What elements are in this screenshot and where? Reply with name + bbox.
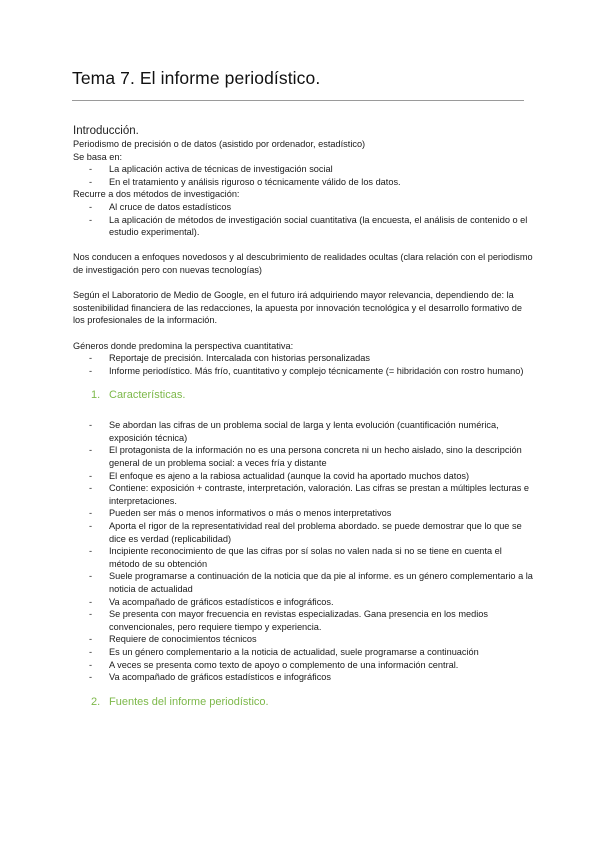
list-item: - Reportaje de precisión. Intercalada con historias personalizadas xyxy=(73,352,533,365)
list-item: - Incipiente reconocimiento de que las cifras por sí solas no valen nada si no se tiene en cuenta el método de su obtención xyxy=(73,545,533,570)
section-heading-characteristics xyxy=(73,388,533,402)
characteristics-list xyxy=(73,419,533,683)
genres-label: Géneros donde predomina la perspectiva cuantitativa: xyxy=(73,340,294,351)
paragraph-new-approaches: Nos conducen a enfoques novedosos y al descubrimiento de realidades ocultas (clara relación con el periodismo de investigación pero con nuevas tecnologías) xyxy=(73,252,533,275)
intro-definition: Periodismo de precisión o de datos (asistido por ordenador, estadístico) xyxy=(73,139,366,149)
list-item: - El protagonista de la información no es una persona concreta ni un hecho aislado, sino la descripción general de un problema social: a veces fría y distante xyxy=(73,444,533,469)
list-item: - La aplicación de métodos de investigación social cuantitativa (la encuesta, el análisis de contenido o el estudio experimental). xyxy=(73,214,533,239)
list-item: - Suele programarse a continuación de la noticia que da pie al informe. es un género complementario a la noticia de actualidad xyxy=(73,570,533,595)
list-item: - Informe periodístico. Más frío, cuantitativo y complejo técnicamente (= hibridación con rostro humano) xyxy=(73,365,533,378)
document-body xyxy=(73,124,533,709)
title-divider xyxy=(72,100,524,101)
section-title: Características. xyxy=(109,389,186,402)
based-on-list xyxy=(73,163,533,188)
list-item: - Va acompañado de gráficos estadísticos e infográficos xyxy=(73,671,533,684)
list-item: - Se presenta con mayor frecuencia en revistas especializadas. Gana presencia en los medios convencionales, pero requiere tiempo y experiencia. xyxy=(73,608,533,633)
list-item: - En el tratamiento y análisis riguroso o técnicamente válido de los datos. xyxy=(73,176,533,189)
methods-list xyxy=(73,201,533,239)
section-number: 1. xyxy=(91,389,101,402)
section-title: Fuentes del informe periodístico. xyxy=(109,695,269,708)
list-item: - Pueden ser más o menos informativos o más o menos interpretativos xyxy=(73,507,533,520)
genres-list xyxy=(73,352,533,377)
list-item: - Va acompañado de gráficos estadísticos e infográficos. xyxy=(73,596,533,609)
section-number: 2. xyxy=(91,695,101,708)
based-on-label: Se basa en: xyxy=(73,151,123,162)
list-item: - La aplicación activa de técnicas de investigación social xyxy=(73,163,533,176)
section-heading-sources xyxy=(73,695,533,709)
list-item: - Es un género complementario a la noticia de actualidad, suele programarse a continuación xyxy=(73,646,533,659)
list-item: - Al cruce de datos estadísticos xyxy=(73,201,533,214)
paragraph-google-lab: Según el Laboratorio de Medio de Google, en el futuro irá adquiriendo mayor relevancia, dependiendo de: la sostenibilidad financiera de las redacciones, la apuesta por innovación tecnológica y el desarrollo formativo de los profesionales de la información. xyxy=(73,290,522,326)
list-item: - Se abordan las cifras de un problema social de larga y lenta evolución (cuantificación numérica, exposición técnica) xyxy=(73,419,533,444)
methods-label: Recurre a dos métodos de investigación: xyxy=(73,189,240,200)
list-item: - Contiene: exposición + contraste, interpretación, valoración. Las cifras se prestan a múltiples lecturas e interpretaciones. xyxy=(73,482,533,507)
list-item: - A veces se presenta como texto de apoyo o complemento de una información central. xyxy=(73,659,533,672)
list-item: - Aporta el rigor de la representatividad real del problema abordado. se puede demostrar que lo que se dice es verdad (replicabilidad) xyxy=(73,520,533,545)
list-item: - El enfoque es ajeno a la rabiosa actualidad (aunque la covid ha aportado muchos datos) xyxy=(73,470,533,483)
intro-heading: Introducción. xyxy=(73,125,139,137)
page-title: Tema 7. El informe periodístico. xyxy=(72,68,321,88)
list-item: - Requiere de conocimientos técnicos xyxy=(73,633,533,646)
